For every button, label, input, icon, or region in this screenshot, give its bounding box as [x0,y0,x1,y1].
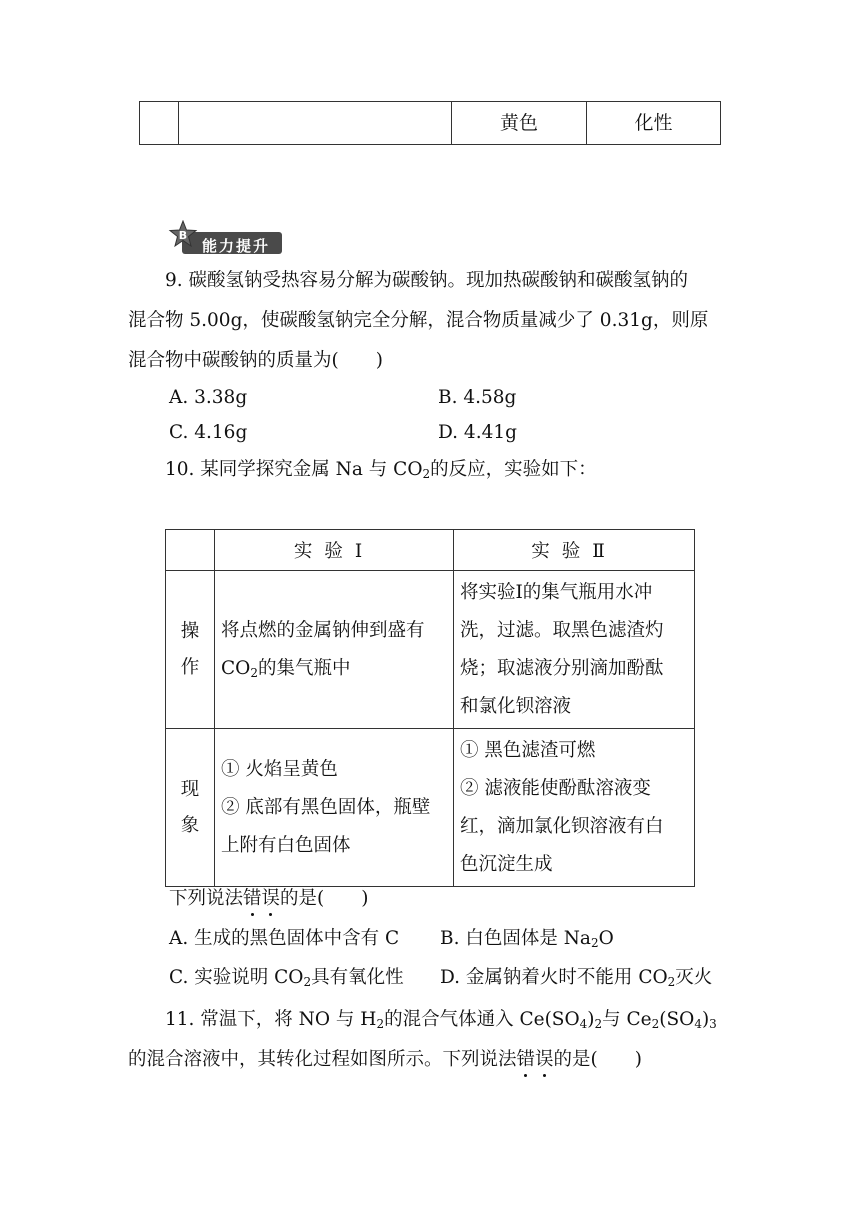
q10-question: 下列说法错误的是( ) [169,888,369,909]
header-experiment-1: 实验Ⅰ [215,530,454,571]
operation-exp-1: 将点燃的金属钠伸到盛有 $CO_2$的集气瓶中 [215,571,454,729]
section-badge [168,220,284,256]
q10-option-d[interactable]: D. 金属钠着火时不能用 $CO_2$灭火 [440,967,713,989]
row-label-phenomenon: 现 象 [166,729,215,887]
top-table-cell: 化性 [587,102,721,145]
q10-option-b[interactable]: B. 白色固体是 $Na_2O$ [440,928,614,950]
q9-option-b[interactable]: B. 4.58g [438,387,517,408]
top-table-cell [140,102,179,145]
table-corner [166,530,215,571]
top-table-cell: 黄色 [452,102,587,145]
phenomenon-exp-2: ① 黑色滤渣可燃 ② 滤液能使酚酞溶液变 红，滴加氯化钡溶液有白 色沉淀生成 [454,729,695,887]
badge-label: 能力提升 [202,237,271,255]
q10-stem: 10. 某同学探究金属 Na 与 $CO_2$的反应，实验如下： [165,459,597,481]
q11-line-2: 的混合溶液中，其转化过程如图所示。下列说法错误的是( ) [128,1049,642,1070]
q9-line-2: 混合物 5.00g，使碳酸氢钠完全分解，混合物质量减少了 0.31g，则原 [128,310,709,331]
phenomenon-exp-1: ① 火焰呈黄色 ② 底部有黑色固体，瓶壁 上附有白色固体 [215,729,454,887]
q9-option-c[interactable]: C. 4.16g [169,422,248,443]
q10-option-a[interactable]: A. 生成的黑色固体中含有 C [169,928,400,949]
q9-option-d[interactable]: D. 4.41g [438,422,517,443]
q9-line-1: 9. 碳酸氢钠受热容易分解为碳酸钠。现加热碳酸钠和碳酸氢钠的 [165,270,689,291]
q9-option-a[interactable]: A. 3.38g [169,387,248,408]
q10-option-c[interactable]: C. 实验说明 $CO_2$具有氧化性 [169,967,404,989]
star-icon [168,220,198,250]
q9-line-3: 混合物中碳酸钠的质量为( ) [128,350,383,371]
top-table-cell [179,102,452,145]
operation-exp-2: 将实验Ⅰ的集气瓶用水冲 洗，过滤。取黑色滤渣灼 烧；取滤液分别滴加酚酞 和氯化钡溶液 [454,571,695,729]
q11-line-1: 11. 常温下，将 NO 与 $H_2$的混合气体通入 $Ce(SO_4)_2$与 $Ce_2(SO_4)_3$ [165,1009,717,1031]
top-table [139,101,721,145]
header-experiment-2: 实验Ⅱ [454,530,695,571]
experiment-table [165,529,695,887]
badge-letter: B [178,229,188,242]
row-label-operation: 操 作 [166,571,215,729]
